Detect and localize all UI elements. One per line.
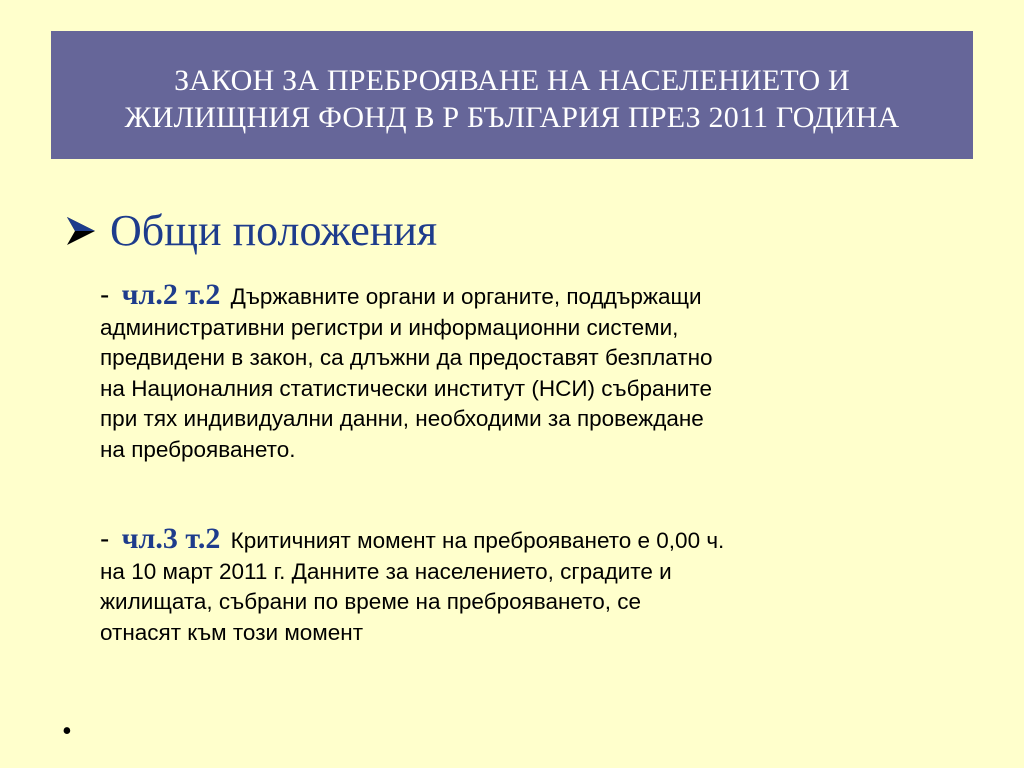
section-heading-text: Общи положения (110, 206, 438, 255)
article-2-line-1 (100, 524, 980, 557)
article-text-line: на 10 март 2011 г. Данните за населението, сградите и (100, 558, 672, 584)
article-text-line: отнасят към този момент (100, 619, 364, 645)
article-1-line-1 (100, 280, 980, 313)
slide-title-line-1: ЗАКОН ЗА ПРЕБРОЯВАНЕ НА НАСЕЛЕНИЕТО И (174, 64, 850, 97)
arrow-bullet-icon (64, 214, 98, 248)
article-reference: чл.2 т.2 (121, 278, 221, 311)
article-text-line: на Националния статистически институт (НСИ) събраните (100, 375, 713, 401)
slide-title-line-2: ЖИЛИЩНИЯ ФОНД В Р БЪЛГАРИЯ ПРЕЗ 2011 ГОДИНА (124, 101, 900, 134)
article-dash: - (100, 523, 110, 554)
article-text-line: при тях индивидуални данни, необходими за провеждане (100, 406, 704, 431)
article-block-2 (100, 524, 980, 648)
article-text-line: Критичният момент на преброяването е 0,00 ч. (230, 528, 725, 553)
article-text-line: жилищата, събрани по време на преброяването, се (100, 589, 642, 614)
article-block-1 (100, 280, 980, 465)
article-text-line: административни регистри и информационни системи, (100, 314, 679, 340)
article-text-line: предвидени в закон, са длъжни да предоставят безплатно (100, 345, 713, 370)
article-dash: - (100, 279, 110, 310)
article-reference: чл.3 т.2 (121, 522, 221, 555)
article-text-line: Държавните органи и органите, поддържащи (230, 284, 702, 309)
article-text-line: на преброяването. (100, 436, 296, 462)
section-heading (64, 206, 437, 256)
trailing-bullet: • (62, 716, 72, 747)
slide-title-box (51, 31, 973, 159)
